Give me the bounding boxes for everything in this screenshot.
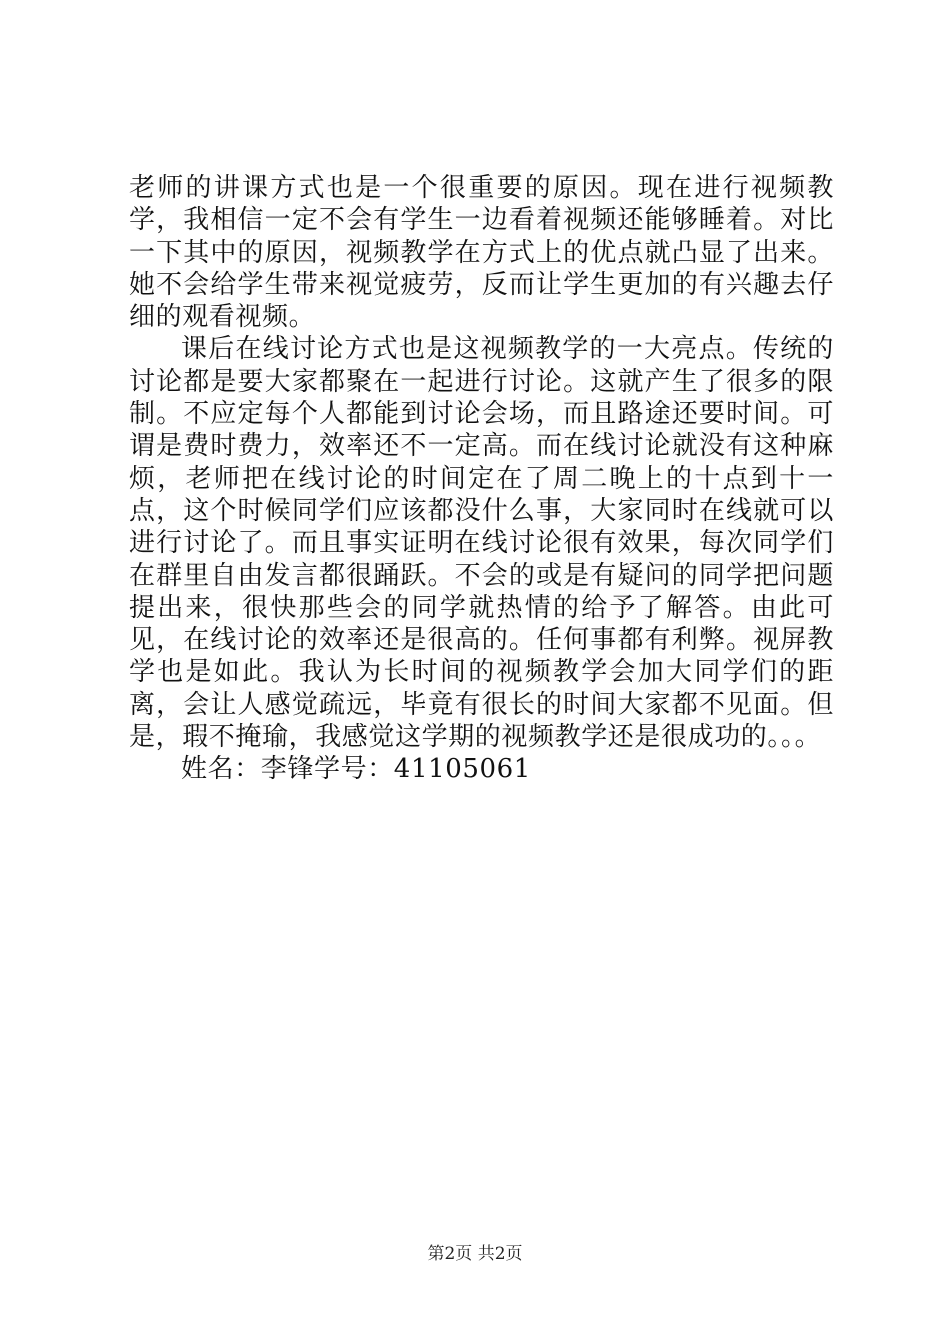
signature-line: 姓名：李锋学号：41105061	[181, 754, 531, 785]
paragraph-1: 老师的讲课方式也是一个很重要的原因。现在进行视频教学，我相信一定不会有学生一边看着视频还能够睡着。对比一下其中的原因，视频教学在方式上的优点就凸显了出来。她不会给学生带来视觉疲劳，反而让学生更加的有兴趣去仔细的观看视频。	[129, 173, 834, 333]
page-footer: 第2页 共2页	[427, 1244, 523, 1264]
paragraph-2: 课后在线讨论方式也是这视频教学的一大亮点。传统的讨论都是要大家都聚在一起进行讨论。这就产生了很多的限制。不应定每个人都能到讨论会场，而且路途还要时间。可谓是费时费力，效率还不一定高。而在线讨论就没有这种麻烦，老师把在线讨论的时间定在了周二晚上的十点到十一点，这个时候同学们应该都没什么事，大家同时在线就可以进行讨论了。而且事实证明在线讨论很有效果，每次同学们在群里自由发言都很踊跃。不会的或是有疑问的同学把问题提出来，很快那些会的同学就热情的给予了解答。由此可见，在线讨论的效率还是很高的。任何事都有利弊。视屏教学也是如此。我认为长时间的视频教学会加大同学们的距离，会让人感觉疏远，毕竟有很长的时间大家都不见面。但是，瑕不掩瑜，我感觉这学期的视频教学还是很成功的。。。	[129, 334, 834, 753]
document-body	[129, 172, 834, 786]
